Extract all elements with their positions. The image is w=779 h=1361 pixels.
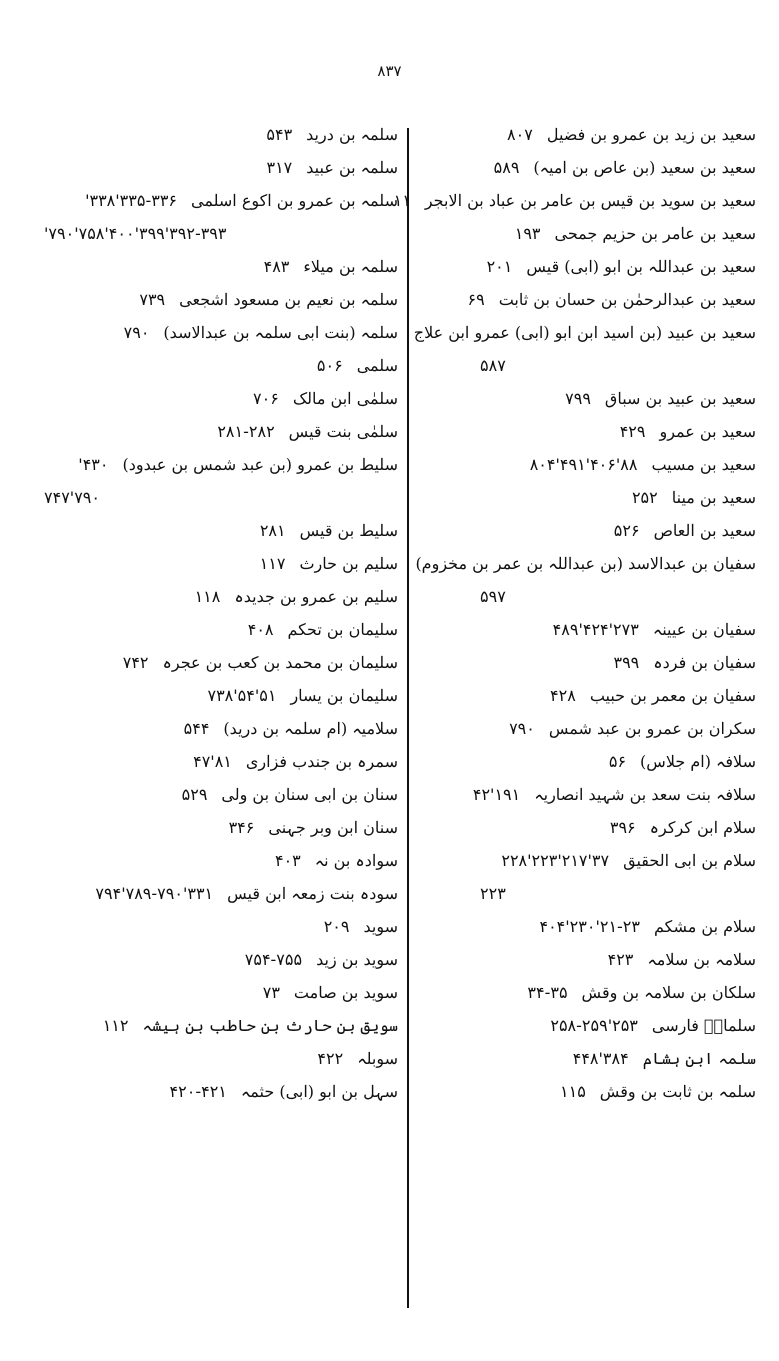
entry-pages: ۲۰۱ — [486, 257, 513, 276]
entry-name: سلامہ بن سلامہ — [647, 950, 756, 969]
entry-name: سلمہ (بنت ابی سلمہ بن عبدالاسد) — [163, 323, 398, 342]
entry-name: سلام بن ابی الحقیق — [623, 851, 756, 870]
entry-name: سلمہ بن ثابت بن وقش — [599, 1082, 756, 1101]
entry-name: سفیان بن عبدالاسد (بن عبداللہ بن عمر بن مخزوم) — [415, 554, 756, 573]
index-entry — [36, 217, 398, 250]
entry-pages: ۲۵۲ — [631, 488, 658, 507]
entry-name: سعید بن عمرو — [659, 422, 756, 441]
entry-name: سفیان بن فردہ — [653, 653, 756, 672]
entry-pages: ۲۵۳'۲۵۸-۲۵۹ — [550, 1016, 638, 1035]
entry-name: سلمہ بن میلاء — [303, 257, 398, 276]
entry-pages: ۴۰۳ — [274, 851, 301, 870]
entry-name: سلمٰی ابن مالک — [292, 389, 398, 408]
entry-pages: ۷۹۹ — [565, 389, 591, 408]
index-entry — [36, 778, 398, 811]
entry-name: سلمی — [356, 356, 398, 375]
entry-pages: ۸۸'۴۰۶'۴۹۱'۸۰۴ — [529, 455, 638, 474]
index-entry — [420, 943, 756, 976]
index-entry — [36, 481, 398, 514]
entry-name: سعید بن سعید (بن عاص بن امیہ) — [533, 158, 756, 177]
entry-pages: ۳۹۶ — [609, 818, 636, 837]
entry-pages: ۵۲۹ — [181, 785, 208, 804]
entry-pages: ۲۰۹ — [323, 917, 350, 936]
entry-pages: ۴۲۳ — [607, 950, 634, 969]
entry-name: سنان بن ابی سنان بن ولی — [221, 785, 398, 804]
entry-name: سہل بن ابو (ابی) حثمہ — [240, 1082, 398, 1101]
entry-name: سلیمان بن تحکم — [287, 620, 398, 639]
entry-name: سلمہ بن عمرو بن اکوع اسلمی — [191, 191, 398, 210]
entry-pages: ۷۴۲ — [122, 653, 149, 672]
entry-pages: ۴۲۹ — [619, 422, 646, 441]
entry-pages: ۵۸۷ — [480, 356, 506, 375]
index-entry — [415, 547, 756, 580]
index-entry — [393, 184, 756, 217]
index-entry — [36, 415, 398, 448]
entry-name: سلیط بن عمرو (بن عبد شمس بن عبدود) — [122, 455, 398, 474]
entry-name: سلافہ (ام جلاس) — [640, 752, 756, 771]
index-entry — [36, 646, 398, 679]
entry-pages: ۵۱'۵۴'۷۳۸ — [207, 686, 277, 705]
index-entry — [36, 1075, 398, 1108]
index-entry — [36, 712, 398, 745]
entry-pages: ۲۷۳'۴۲۴'۴۸۹ — [552, 620, 639, 639]
index-entry — [36, 745, 398, 778]
index-entry — [420, 1042, 756, 1075]
left-index-column — [36, 118, 398, 1108]
index-entry — [36, 580, 398, 613]
index-entry — [36, 283, 398, 316]
index-entry — [420, 382, 756, 415]
entry-name: سوید بن زید — [316, 950, 398, 969]
entry-pages: ۵۲۶ — [613, 521, 640, 540]
entry-name: سفیان بن عیینہ — [652, 620, 756, 639]
index-entry — [36, 118, 398, 151]
entry-pages: ۳۴۶ — [228, 818, 255, 837]
entry-pages: ۴۲۰-۴۲۱ — [169, 1082, 227, 1101]
entry-name: سلامیہ (ام سلمہ بن درید) — [223, 719, 398, 738]
index-entry — [36, 184, 398, 217]
entry-pages: ۱۹۳ — [514, 224, 541, 243]
entry-name: سعید بن مسیب — [651, 455, 756, 474]
entry-name: سلافہ بنت سعد بن شہید انصاریہ — [534, 785, 756, 804]
entry-pages: ۷۰۶ — [253, 389, 279, 408]
index-entry — [420, 481, 756, 514]
entry-pages: ۱۱۷ — [259, 554, 286, 573]
entry-pages: ۷۹۰ — [123, 323, 150, 342]
entry-pages: ۵۴۴ — [183, 719, 210, 738]
index-entry — [420, 778, 756, 811]
index-entry — [36, 976, 398, 1009]
index-entry — [36, 877, 398, 910]
entry-pages: ۴۰۸ — [247, 620, 274, 639]
entry-pages: ۲۲۳ — [480, 884, 506, 903]
entry-pages: ۲۸۱ — [259, 521, 286, 540]
entry-pages: ۳۹۲-۳۹۳'۳۹۹'۴۰۰'۷۵۸'۷۹۰' — [44, 224, 227, 243]
index-entry — [420, 844, 756, 877]
entry-pages: ۵۴۳ — [266, 125, 293, 144]
entry-pages: ۳۷'۲۱۷'۲۲۳'۲۲۸ — [501, 851, 610, 870]
entry-name: سلمہ ابن ہشام — [642, 1049, 756, 1068]
entry-pages: ۴۲۲ — [317, 1049, 344, 1068]
entry-name: سعید بن عامر بن حزیم جمحی — [554, 224, 756, 243]
right-index-column — [393, 118, 756, 1108]
entry-name: سلیم بن حارث — [299, 554, 398, 573]
entry-name: سلیم بن عمرو بن جدیدہ — [234, 587, 398, 606]
entry-name: سلمہ بن درید — [306, 125, 398, 144]
entry-pages: ۸۰۷ — [507, 125, 533, 144]
entry-name: سوید — [363, 917, 398, 936]
index-entry — [420, 448, 756, 481]
entry-pages: ۶۹ — [467, 290, 485, 309]
entry-pages: ۳۳۱'۷۸۹-۷۹۰'۷۹۴ — [95, 884, 214, 903]
index-entry — [36, 250, 398, 283]
entry-name: سعید بن زید بن عمرو بن فضیل — [546, 125, 756, 144]
entry-pages: ۱۱۲ — [102, 1016, 129, 1035]
entry-name: سویق بن حارث بن حاطب بن ہیشہ — [142, 1016, 398, 1035]
entry-name: سلمہ بن نعیم بن مسعود اشجعی — [179, 290, 398, 309]
index-entry — [36, 679, 398, 712]
entry-name: سلمانؓ فارسی — [651, 1016, 756, 1035]
entry-pages: ۸۱'۴۷ — [193, 752, 232, 771]
index-entry — [420, 1075, 756, 1108]
entry-name: سلام بن مشکم — [654, 917, 756, 936]
entry-pages: ۵۶ — [608, 752, 627, 771]
index-entry — [420, 712, 756, 745]
index-entry — [36, 910, 398, 943]
entry-pages: ۱۱۸ — [194, 587, 221, 606]
index-entry — [413, 316, 756, 349]
entry-name: سعید بن مینا — [671, 488, 756, 507]
entry-name: سعید بن عبید (بن اسید ابن ابو (ابی) عمرو ابن علاج — [413, 323, 756, 342]
index-entry — [420, 118, 756, 151]
entry-name: سلیمان بن محمد بن کعب بن عجرہ — [162, 653, 398, 672]
entry-name: سعید بن عبداللہ بن ابو (ابی) قیس — [526, 257, 756, 276]
entry-pages: ۴۳۰' — [78, 455, 109, 474]
index-entry — [36, 811, 398, 844]
entry-name: سوبلہ — [357, 1049, 398, 1068]
index-entry — [36, 382, 398, 415]
entry-pages: ۳۳۵-۳۳۶'۳۳۸' — [85, 191, 178, 210]
entry-name: سفیان بن معمر بن حبیب — [589, 686, 756, 705]
entry-name: سکران بن عمرو بن عبد شمس — [548, 719, 756, 738]
entry-pages: ۷۳ — [262, 983, 280, 1002]
index-entry — [420, 679, 756, 712]
index-entry — [420, 613, 756, 646]
index-entry — [36, 448, 398, 481]
page-number: ۸۳۷ — [377, 62, 402, 80]
index-entry — [420, 217, 756, 250]
entry-name: سلمٰی بنت قیس — [288, 422, 398, 441]
entry-pages: ۴۲۸ — [550, 686, 576, 705]
entry-pages: ۱۹۱'۴۲ — [472, 785, 521, 804]
entry-pages: ۷۹۰'۷۴۷ — [44, 488, 100, 507]
index-entry — [420, 910, 756, 943]
index-entry — [36, 844, 398, 877]
entry-name: سودہ بنت زمعہ ابن قیس — [227, 884, 398, 903]
column-divider — [407, 128, 409, 1308]
entry-pages: ۷۵۴-۷۵۵ — [244, 950, 303, 969]
index-entry — [36, 151, 398, 184]
entry-pages: ۵۹۷ — [480, 587, 506, 606]
entry-name: سمرہ بن جندب فزاری — [245, 752, 398, 771]
index-entry — [420, 877, 756, 910]
entry-name: سعید بن عبدالرحمٰن بن حسان بن ثابت — [498, 290, 756, 309]
entry-pages: ۴۸۳ — [263, 257, 290, 276]
entry-name: سلام ابن کرکرہ — [649, 818, 756, 837]
entry-name: سعید بن العاص — [653, 521, 756, 540]
entry-pages: ۲۸۱-۲۸۲ — [217, 422, 275, 441]
entry-name: سلیط بن قیس — [299, 521, 398, 540]
entry-name: سعید بن سوید بن قیس بن عامر بن عباد بن الابجر — [424, 191, 756, 210]
index-entry — [36, 547, 398, 580]
entry-name: سنان ابن وبر جہنی — [268, 818, 398, 837]
entry-name: سوید بن صامت — [293, 983, 398, 1002]
index-entry — [420, 415, 756, 448]
entry-pages: ۳۴-۳۵ — [527, 983, 568, 1002]
index-entry — [36, 943, 398, 976]
index-entry — [420, 580, 756, 613]
entry-pages: ۱۱۵ — [560, 1082, 586, 1101]
index-entry — [36, 1042, 398, 1075]
index-entry — [420, 514, 756, 547]
index-entry — [420, 151, 756, 184]
entry-pages: ۷۹۰ — [509, 719, 535, 738]
entry-pages: ۲۱-۲۳'۲۳۰'۴۰۴ — [539, 917, 640, 936]
entry-name: سلمہ بن عبید — [306, 158, 398, 177]
index-entry — [36, 514, 398, 547]
entry-name: سوادہ بن نہ — [314, 851, 398, 870]
index-entry — [420, 811, 756, 844]
entry-name: سلکان بن سلامہ بن وقش — [581, 983, 756, 1002]
entry-pages: ۱۱ — [393, 191, 411, 210]
entry-name: سلیمان بن یسار — [290, 686, 398, 705]
index-entry — [420, 349, 756, 382]
index-entry — [420, 250, 756, 283]
entry-pages: ۳۹۹ — [613, 653, 640, 672]
entry-pages: ۳۸۴'۴۴۸ — [572, 1049, 629, 1068]
entry-pages: ۵۸۹ — [493, 158, 520, 177]
index-entry — [420, 1009, 756, 1042]
index-entry — [36, 1009, 398, 1042]
index-entry — [420, 745, 756, 778]
index-entry — [420, 976, 756, 1009]
index-entry — [36, 316, 398, 349]
entry-pages: ۷۳۹ — [139, 290, 166, 309]
index-entry — [420, 283, 756, 316]
entry-pages: ۵۰۶ — [316, 356, 343, 375]
index-entry — [36, 349, 398, 382]
index-entry — [420, 646, 756, 679]
index-entry — [36, 613, 398, 646]
entry-name: سعید بن عبید بن سباق — [604, 389, 756, 408]
entry-pages: ۳۱۷ — [266, 158, 293, 177]
